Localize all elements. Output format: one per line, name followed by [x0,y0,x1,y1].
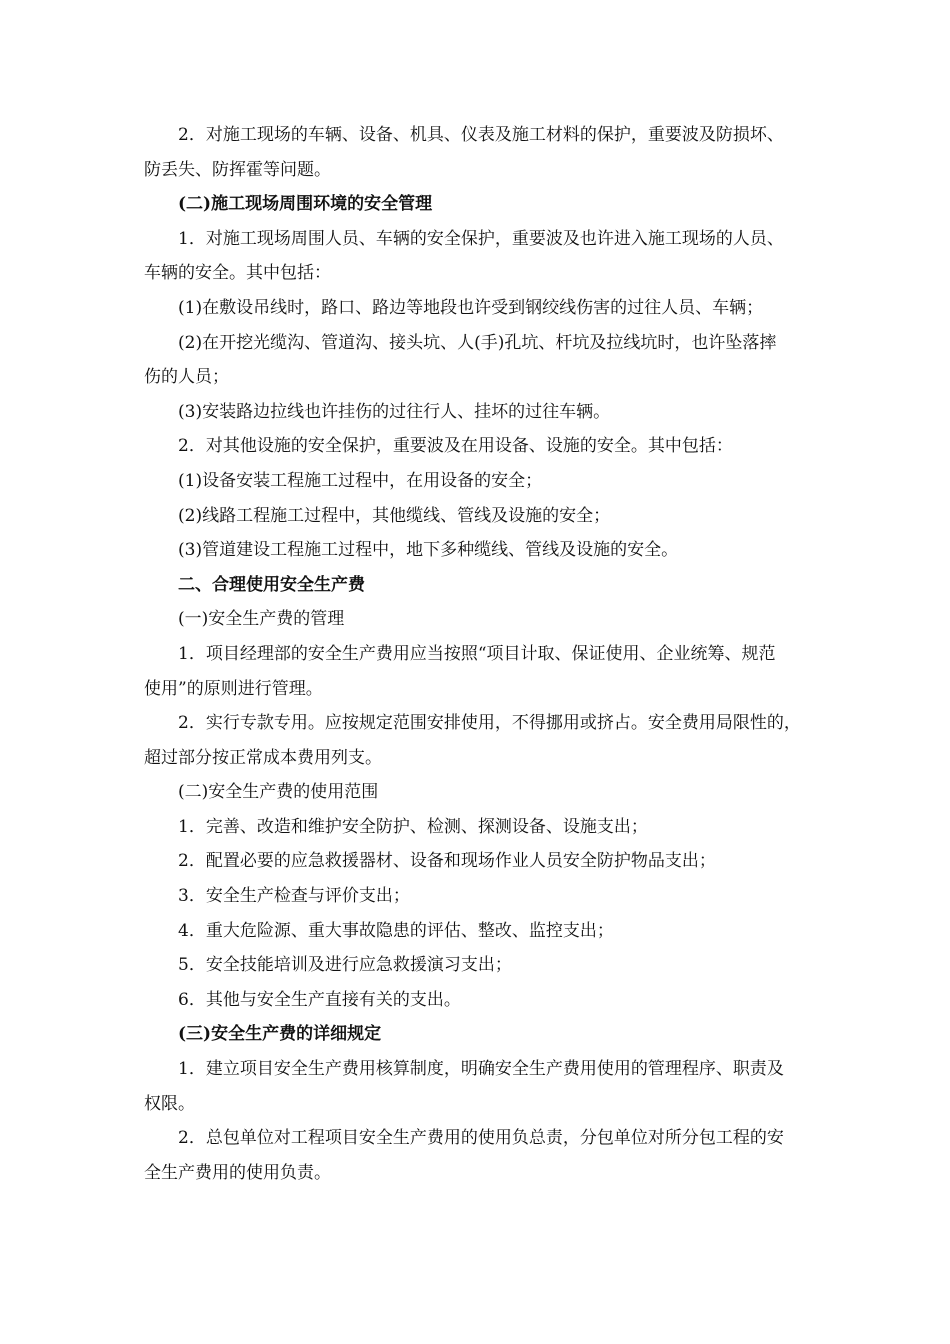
text-line: 1．完善、改造和维护安全防护、检测、探测设备、设施支出； [178,816,648,837]
text-line: (二)安全生产费的使用范围 [178,782,379,803]
text-line: (1)在敷设吊线时，路口、路边等地段也许受到钢绞线伤害的过往人员、车辆； [178,297,764,318]
text-line: (2)在开挖光缆沟、管道沟、接头坑、人(手)孔坑、杆坑及拉线坑时，也许坠落摔 [178,332,777,353]
text-line: 车辆的安全。其中包括： [144,263,331,284]
text-line: 2．配置必要的应急救援器材、设备和现场作业人员安全防护物品支出； [178,851,716,872]
text-line: 6．其他与安全生产直接有关的支出。 [178,989,461,1010]
text-line: 5．安全技能培训及进行应急救援演习支出； [178,955,512,976]
text-line: 全生产费用的使用负责。 [144,1162,331,1183]
text-line: 2．对施工现场的车辆、设备、机具、仪表及施工材料的保护，重要波及防损坏、 [178,125,784,145]
text-line: 权限。 [144,1093,195,1114]
text-line: (3)安装路边拉线也许挂伤的过往行人、挂坏的过往车辆。 [178,401,611,422]
text-line: 2．总包单位对工程项目安全生产费用的使用负总责，分包单位对所分包工程的安 [178,1128,784,1149]
text-line: 4．重大危险源、重大事故隐患的评估、整改、监控支出； [178,920,614,941]
document-body [144,118,814,1190]
section-heading: (三)安全生产费的详细规定 [178,1024,382,1045]
text-line: 伤的人员； [144,367,229,388]
text-line: 1．建立项目安全生产费用核算制度，明确安全生产费用使用的管理程序、职责及 [178,1059,784,1080]
text-line: 防丢失、防挥霍等问题。 [144,159,331,180]
text-line: (一)安全生产费的管理 [178,609,345,630]
section-heading: 二、合理使用安全生产费 [178,574,365,595]
text-line: (2)线路工程施工过程中，其他缆线、管线及设施的安全； [178,505,611,526]
section-heading: (二)施工现场周围环境的安全管理 [178,194,433,215]
text-line: 1．对施工现场周围人员、车辆的安全保护，重要波及也许进入施工现场的人员、 [178,228,784,249]
text-line: (3)管道建设工程施工过程中，地下多种缆线、管线及设施的安全。 [178,540,679,561]
text-line: 3．安全生产检查与评价支出； [178,886,410,907]
text-line: 使用”的原则进行管理。 [144,678,323,699]
text-line: (1)设备安装工程施工过程中，在用设备的安全； [178,470,543,491]
text-line: 2．对其他设施的安全保护，重要波及在用设备、设施的安全。其中包括： [178,436,733,457]
text-line: 超过部分按正常成本费用列支。 [144,747,382,768]
text-line: 2．实行专款专用。应按规定范围安排使用，不得挪用或挤占。安全费用局限性的， [178,713,801,734]
text-line: 1．项目经理部的安全生产费用应当按照“项目计取、保证使用、企业统筹、规范 [178,643,776,664]
